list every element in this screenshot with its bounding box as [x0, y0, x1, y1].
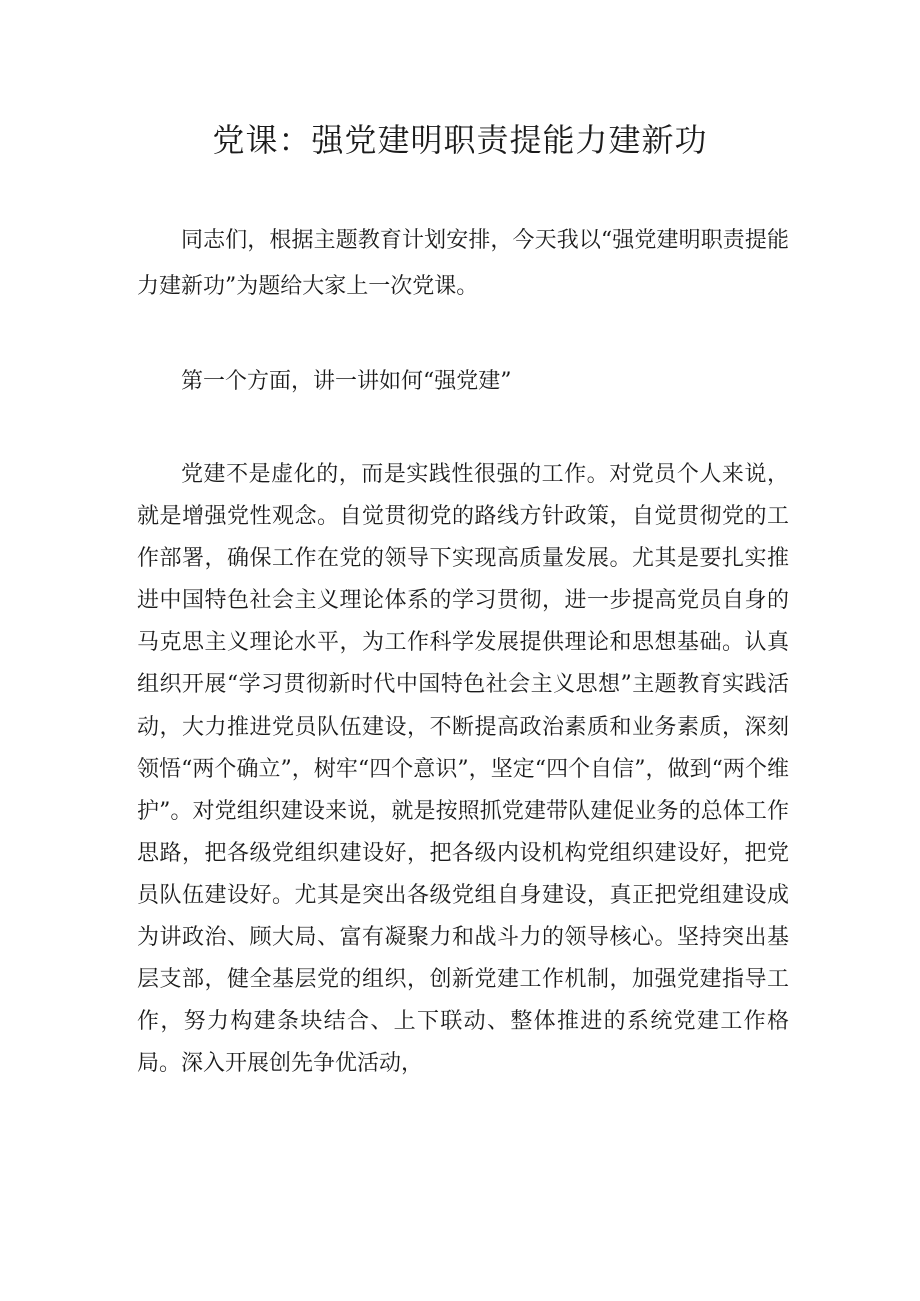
document-title: 党课：强党建明职责提能力建新功 [212, 121, 708, 159]
body-paragraph: 党建不是虚化的，而是实践性很强的工作。对党员个人来说，就是增强党性观念。自觉贯彻党的路线方针政策，自觉贯彻党的工作部署，确保工作在党的领导下实现高质量发展。尤其是要扎实推进中国特色社会主义理论体系的学习贯彻，进一步提高党员自身的马克思主义理论水平，为工作科学发展提供理论和思想基础。认真组织开展“学习贯彻新时代中国特色社会主义思想”主题教育实践活动，大力推进党员队伍建设，不断提高政治素质和业务素质，深刻领悟“两个确立”，树牢“四个意识”，坚定“四个自信”，做到“两个维护”。对党组织建设来说，就是按照抓党建带队建促业务的总体工作思路，把各级党组织建设好，把各级内设机构党组织建设好，把党员队伍建设好。尤其是突出各级党组自身建设，真正把党组建设成为讲政治、顾大局、富有凝聚力和战斗力的领导核心。坚持突出基层支部，健全基层党的组织，创新党建工作机制，加强党建指导工作，努力构建条块结合、上下联动、整体推进的系统党建工作格局。深入开展创先争优活动， [137, 462, 789, 1077]
section-heading: 第一个方面，讲一讲如何“强党建” [181, 369, 512, 394]
intro-paragraph: 同志们，根据主题教育计划安排，今天我以“强党建明职责提能力建新功”为题给大家上一次党课。 [137, 228, 789, 299]
